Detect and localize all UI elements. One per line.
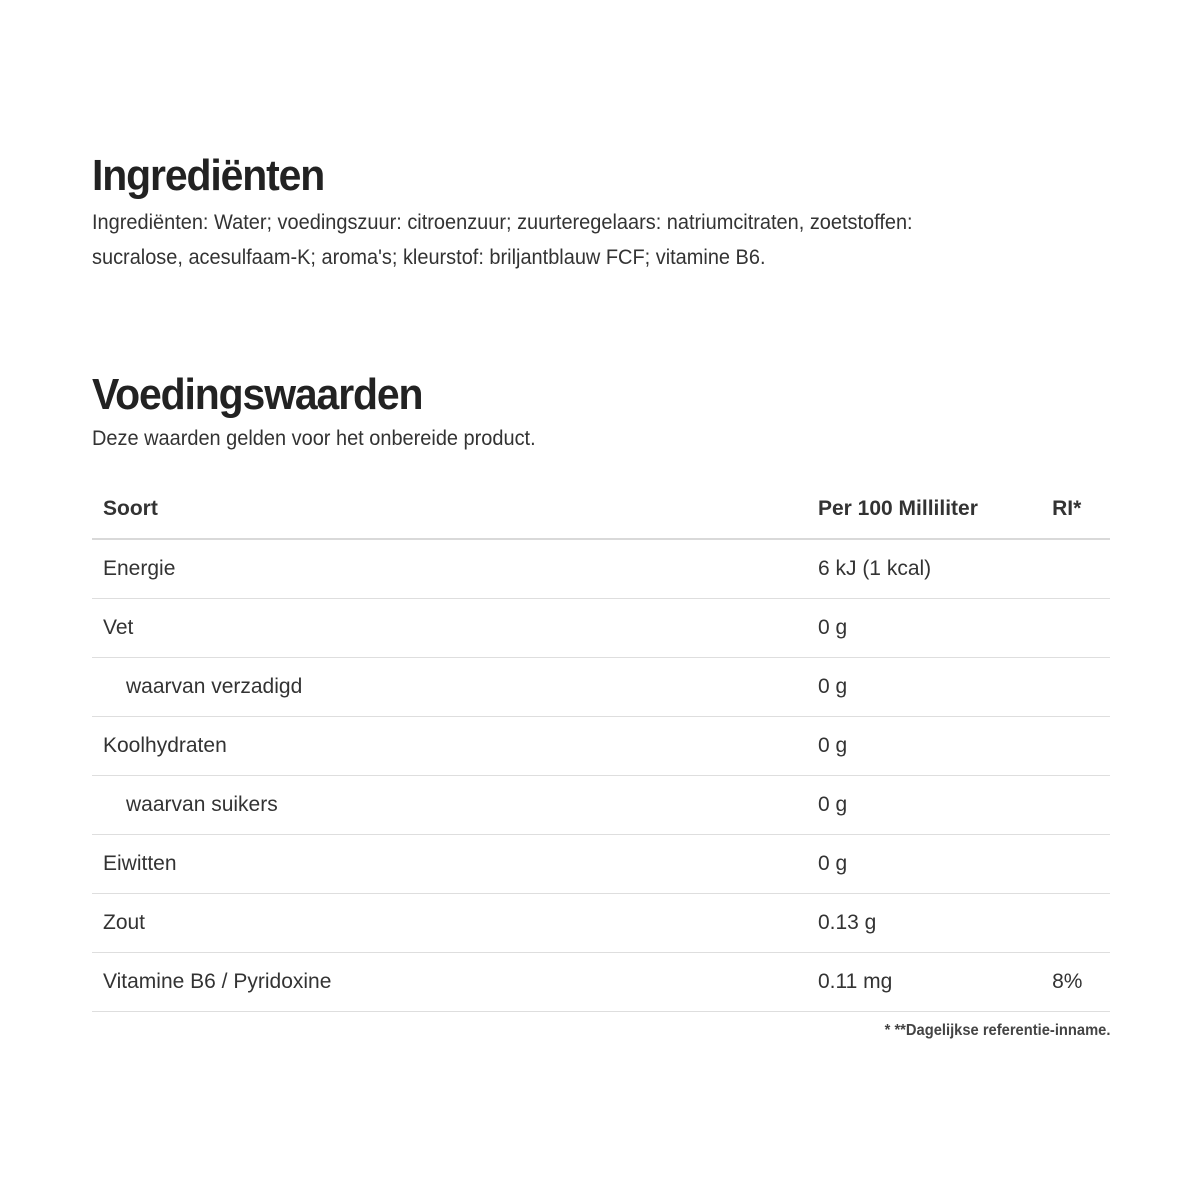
nutrient-value: 0 g xyxy=(818,599,1052,658)
table-row xyxy=(92,539,1110,599)
nutrient-value: 0.13 g xyxy=(818,894,1052,953)
table-row xyxy=(92,776,1110,835)
nutrient-value: 6 kJ (1 kcal) xyxy=(818,539,1052,599)
nutrient-ri xyxy=(1052,599,1110,658)
column-header-ri: RI* xyxy=(1052,479,1110,539)
nutrient-ri xyxy=(1052,835,1110,894)
table-row xyxy=(92,835,1110,894)
nutrient-value: 0.11 mg xyxy=(818,953,1052,1012)
nutrient-ri xyxy=(1052,539,1110,599)
nutrient-value: 0 g xyxy=(818,835,1052,894)
nutrient-ri xyxy=(1052,776,1110,835)
nutrient-name: Zout xyxy=(92,894,818,953)
column-header-type: Soort xyxy=(92,479,818,539)
footnote: * **Dagelijkse referentie-inname. xyxy=(884,1022,1110,1039)
table-row xyxy=(92,894,1110,953)
table-row xyxy=(92,717,1110,776)
nutrient-value: 0 g xyxy=(818,776,1052,835)
nutrient-name: Vet xyxy=(92,599,818,658)
nutrient-value: 0 g xyxy=(818,658,1052,717)
nutrient-value: 0 g xyxy=(818,717,1052,776)
nutrient-name: Energie xyxy=(92,539,818,599)
nutrition-table xyxy=(92,479,1110,1012)
table-row xyxy=(92,658,1110,717)
table-row xyxy=(92,599,1110,658)
nutrient-ri xyxy=(1052,894,1110,953)
nutrient-name: waarvan suikers xyxy=(92,776,818,835)
nutrient-name: waarvan verzadigd xyxy=(92,658,818,717)
column-header-per-100ml: Per 100 Milliliter xyxy=(818,479,1052,539)
nutrition-title: Voedingswaarden xyxy=(92,370,423,419)
table-header-row xyxy=(92,479,1110,539)
nutrient-name: Eiwitten xyxy=(92,835,818,894)
table-row xyxy=(92,953,1110,1012)
nutrient-name: Koolhydraten xyxy=(92,717,818,776)
nutrient-name: Vitamine B6 / Pyridoxine xyxy=(92,953,818,1012)
nutrient-ri: 8% xyxy=(1052,953,1110,1012)
ingredients-text: Ingrediënten: Water; voedingszuur: citroenzuur; zuurteregelaars: natriumcitraten, zoetstoffen: sucralose, acesulfaam-K; aroma's; kleurstof: briljantblauw FCF; vitamine B6. xyxy=(92,211,913,269)
nutrient-ri xyxy=(1052,717,1110,776)
nutrition-subtitle: Deze waarden gelden voor het onbereide product. xyxy=(92,427,536,450)
ingredients-title: Ingrediënten xyxy=(92,151,325,200)
nutrient-ri xyxy=(1052,658,1110,717)
